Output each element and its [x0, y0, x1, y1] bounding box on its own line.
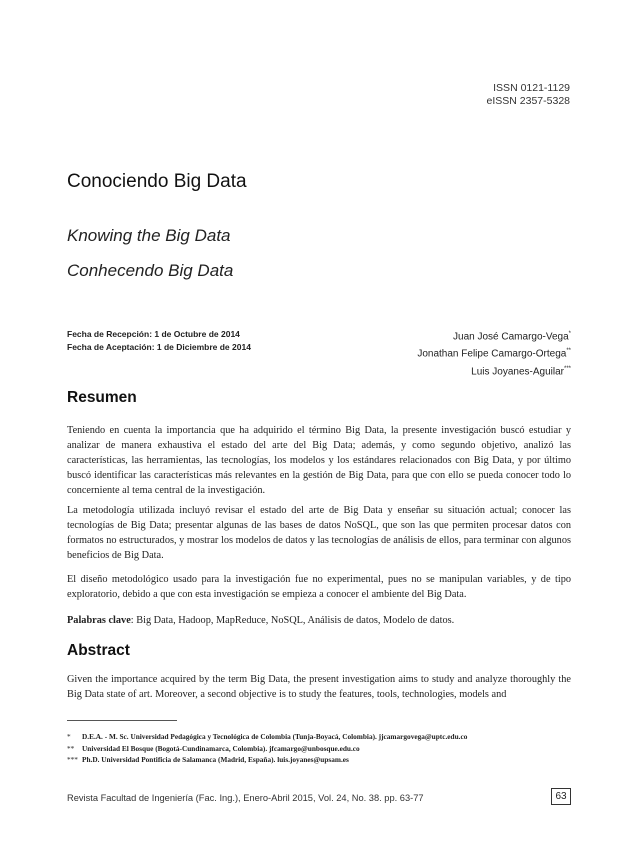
resumen-heading: Resumen	[67, 389, 137, 406]
issn-block	[487, 82, 570, 108]
footnotes	[67, 731, 467, 766]
author-mark: ***	[563, 365, 571, 372]
portuguese-title: Conhecendo Big Data	[67, 261, 234, 280]
page-number: 63	[551, 788, 571, 805]
author-mark: *	[568, 331, 571, 337]
article-title: Conociendo Big Data	[67, 171, 247, 192]
author-name: Jonathan Felipe Camargo-Ortega	[417, 348, 567, 360]
keywords	[67, 613, 571, 628]
author-mark: **	[566, 348, 571, 355]
issn: ISSN 0121-1129	[493, 82, 570, 94]
author-name: Juan José Camargo-Vega	[453, 331, 569, 343]
keywords-text: : Big Data, Hadoop, MapReduce, NoSQL, Análisis de datos, Modelo de datos.	[130, 615, 455, 626]
footnote-divider	[67, 720, 177, 721]
accepted-date: Fecha de Aceptación: 1 de Diciembre de 2014	[67, 342, 251, 352]
resumen-paragraph: El diseño metodológico usado para la investigación fue no experimental, pues no se manipulan variables, y de tipo exploratorio, debido a que con esta investigación se empieza a conocer el ambiente del Big Data.	[67, 574, 571, 600]
footnote	[67, 754, 467, 766]
footnote-text: Universidad El Bosque (Bogotá-Cundinamarca, Colombia). jfcamargo@unbosque.edu.co	[82, 743, 360, 753]
eissn: eISSN 2357-5328	[486, 95, 570, 107]
footnote-text: Ph.D. Universidad Pontificia de Salamanca (Madrid, España). luis.joyanes@upsam.es	[82, 755, 349, 764]
abstract-paragraph: Given the importance acquired by the term Big Data, the present investigation aims to study and analyze thoroughly the Big Data state of art. Moreover, a second objective is to study the features, tools, technologies, models and	[67, 674, 571, 700]
keywords-label: Palabras clave	[67, 615, 131, 626]
journal-citation: Revista Facultad de Ingeniería (Fac. Ing.), Enero-Abril 2015, Vol. 24, No. 38. pp. 63-77	[67, 793, 424, 803]
resumen-paragraph: Teniendo en cuenta la importancia que ha adquirido el término Big Data, la presente investigación buscó estudiar y analizar de manera exhaustiva el estado del arte del Big Data; además, y como segundo objetivo, analizó las características, las herramientas, las tecnologías, los modelos y los estándares relacionados con Big Data, y por último buscó identificar las características más relevantes en la gestión de Big Data, para que con ello se pueda conocer todo lo concerniente al tema central de la investigación.	[67, 425, 571, 496]
abstract-heading: Abstract	[67, 642, 130, 659]
footnote-mark: ***	[67, 755, 78, 764]
resumen-paragraph: La metodología utilizada incluyó revisar el estado del arte de Big Data y enseñar su situación actual; conocer las tecnologías de Big Data; presentar algunas de las bases de datos NoSQL, que son las que permiten procesar datos con formatos no estructurados, y mostrar los modelos de datos y las tecnologías de análisis de ellos, para terminar con algunos beneficios de Big Data.	[67, 505, 571, 561]
footnote	[67, 731, 467, 743]
author	[417, 344, 571, 361]
author	[417, 362, 571, 379]
footnote-mark: *	[67, 732, 71, 741]
author	[417, 327, 571, 344]
english-title: Knowing the Big Data	[67, 226, 231, 245]
dates-block	[67, 328, 251, 354]
authors-block	[417, 327, 571, 379]
footnote	[67, 743, 467, 755]
received-date: Fecha de Recepción: 1 de Octubre de 2014	[67, 329, 240, 339]
author-name: Luis Joyanes-Aguilar	[471, 365, 564, 377]
footnote-mark: **	[67, 743, 75, 753]
footnote-text: D.E.A. - M. Sc. Universidad Pedagógica y Tecnológica de Colombia (Tunja-Boyacá, Colombia). jjcamargovega@uptc.edu.co	[82, 732, 468, 741]
